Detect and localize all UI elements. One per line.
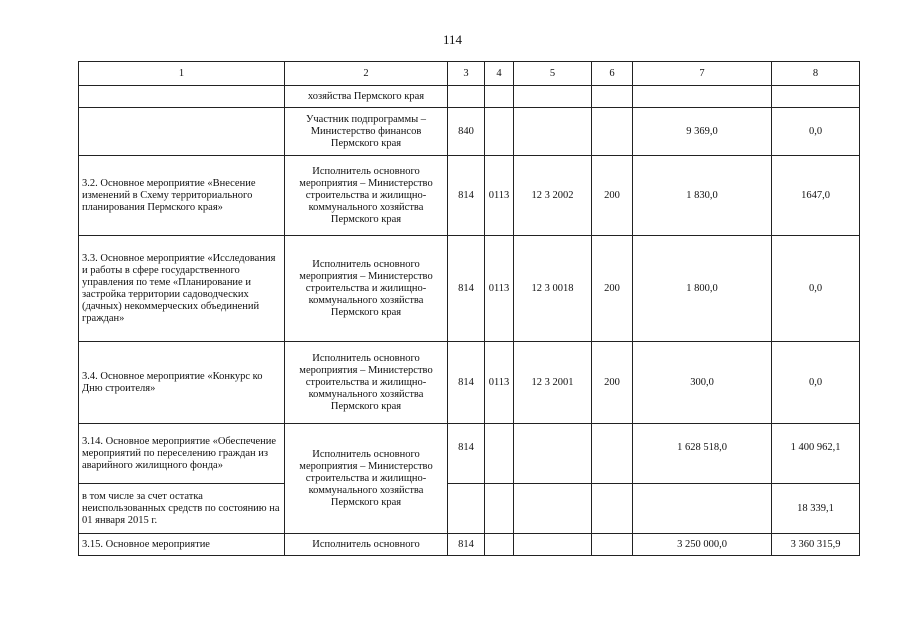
header-cell: 6: [592, 62, 633, 86]
section-cell: [485, 534, 514, 556]
executor-cell: Исполнитель основного мероприятия – Министерство строительства и жилищно-коммунального хозяйства Пермского края: [285, 424, 448, 534]
grbs-cell: [448, 86, 485, 108]
header-cell: 7: [633, 62, 772, 86]
target-article-cell: [514, 534, 592, 556]
event-name-cell: 3.14. Основное мероприятие «Обеспечение мероприятий по переселению граждан из аварийного жилищного фонда»: [79, 424, 285, 484]
amount-fact-cell: 18 339,1: [772, 484, 860, 534]
table-row: [79, 236, 860, 342]
header-cell: 8: [772, 62, 860, 86]
amount-fact-cell: 0,0: [772, 108, 860, 156]
header-cell: 5: [514, 62, 592, 86]
table-row: [79, 484, 860, 534]
page-number: 114: [442, 32, 463, 47]
grbs-cell: 814: [448, 424, 485, 484]
budget-table: [78, 61, 860, 556]
amount-fact-cell: 3 360 315,9: [772, 534, 860, 556]
target-article-cell: [514, 424, 592, 484]
target-article-cell: 12 3 0018: [514, 236, 592, 342]
grbs-cell: 814: [448, 156, 485, 236]
table-row: [79, 424, 860, 484]
event-name-cell: 3.15. Основное мероприятие: [79, 534, 285, 556]
header-cell: 3: [448, 62, 485, 86]
grbs-cell: 814: [448, 342, 485, 424]
section-cell: [485, 424, 514, 484]
table-row: [79, 534, 860, 556]
table-row: [79, 86, 860, 108]
event-name-cell: [79, 86, 285, 108]
amount-plan-cell: 300,0: [633, 342, 772, 424]
event-name-cell: 3.4. Основное мероприятие «Конкурс ко Дню строителя»: [79, 342, 285, 424]
expense-type-cell: [592, 108, 633, 156]
event-name-cell: [79, 108, 285, 156]
grbs-cell: 840: [448, 108, 485, 156]
executor-cell: Участник подпрограммы – Министерство финансов Пермского края: [285, 108, 448, 156]
executor-cell: Исполнитель основного: [285, 534, 448, 556]
expense-type-cell: [592, 484, 633, 534]
expense-type-cell: [592, 86, 633, 108]
section-cell: 0113: [485, 236, 514, 342]
expense-type-cell: 200: [592, 236, 633, 342]
table-row: [79, 342, 860, 424]
amount-plan-cell: 1 830,0: [633, 156, 772, 236]
amount-fact-cell: 0,0: [772, 342, 860, 424]
event-name-cell: 3.2. Основное мероприятие «Внесение изменений в Схему территориального планирования Пермского края»: [79, 156, 285, 236]
amount-plan-cell: [633, 86, 772, 108]
target-article-cell: [514, 108, 592, 156]
target-article-cell: 12 3 2002: [514, 156, 592, 236]
grbs-cell: 814: [448, 534, 485, 556]
header-row: [79, 62, 860, 86]
header-cell: 4: [485, 62, 514, 86]
amount-plan-cell: [633, 484, 772, 534]
executor-cell: Исполнитель основного мероприятия – Министерство строительства и жилищно-коммунального хозяйства Пермского края: [285, 156, 448, 236]
amount-fact-cell: 1647,0: [772, 156, 860, 236]
executor-cell: хозяйства Пермского края: [285, 86, 448, 108]
section-cell: [485, 86, 514, 108]
expense-type-cell: [592, 534, 633, 556]
expense-type-cell: 200: [592, 342, 633, 424]
amount-fact-cell: 1 400 962,1: [772, 424, 860, 484]
table-row: [79, 156, 860, 236]
amount-fact-cell: 0,0: [772, 236, 860, 342]
amount-plan-cell: 3 250 000,0: [633, 534, 772, 556]
executor-cell: Исполнитель основного мероприятия – Министерство строительства и жилищно-коммунального хозяйства Пермского края: [285, 236, 448, 342]
section-cell: [485, 484, 514, 534]
section-cell: 0113: [485, 342, 514, 424]
grbs-cell: [448, 484, 485, 534]
table-row: [79, 108, 860, 156]
header-cell: 1: [79, 62, 285, 86]
amount-plan-cell: 1 800,0: [633, 236, 772, 342]
amount-plan-cell: 9 369,0: [633, 108, 772, 156]
target-article-cell: [514, 484, 592, 534]
grbs-cell: 814: [448, 236, 485, 342]
executor-cell: Исполнитель основного мероприятия – Министерство строительства и жилищно-коммунального хозяйства Пермского края: [285, 342, 448, 424]
expense-type-cell: [592, 424, 633, 484]
event-name-cell: в том числе за счет остатка неиспользованных средств по состоянию на 01 января 2015 г.: [79, 484, 285, 534]
header-cell: 2: [285, 62, 448, 86]
target-article-cell: 12 3 2001: [514, 342, 592, 424]
expense-type-cell: 200: [592, 156, 633, 236]
target-article-cell: [514, 86, 592, 108]
event-name-cell: 3.3. Основное мероприятие «Исследования и работы в сфере государственного управления по теме «Планирование и застройка территории садоводческих (дачных) некоммерческих объединений граждан»: [79, 236, 285, 342]
section-cell: 0113: [485, 156, 514, 236]
amount-plan-cell: 1 628 518,0: [633, 424, 772, 484]
amount-fact-cell: [772, 86, 860, 108]
section-cell: [485, 108, 514, 156]
